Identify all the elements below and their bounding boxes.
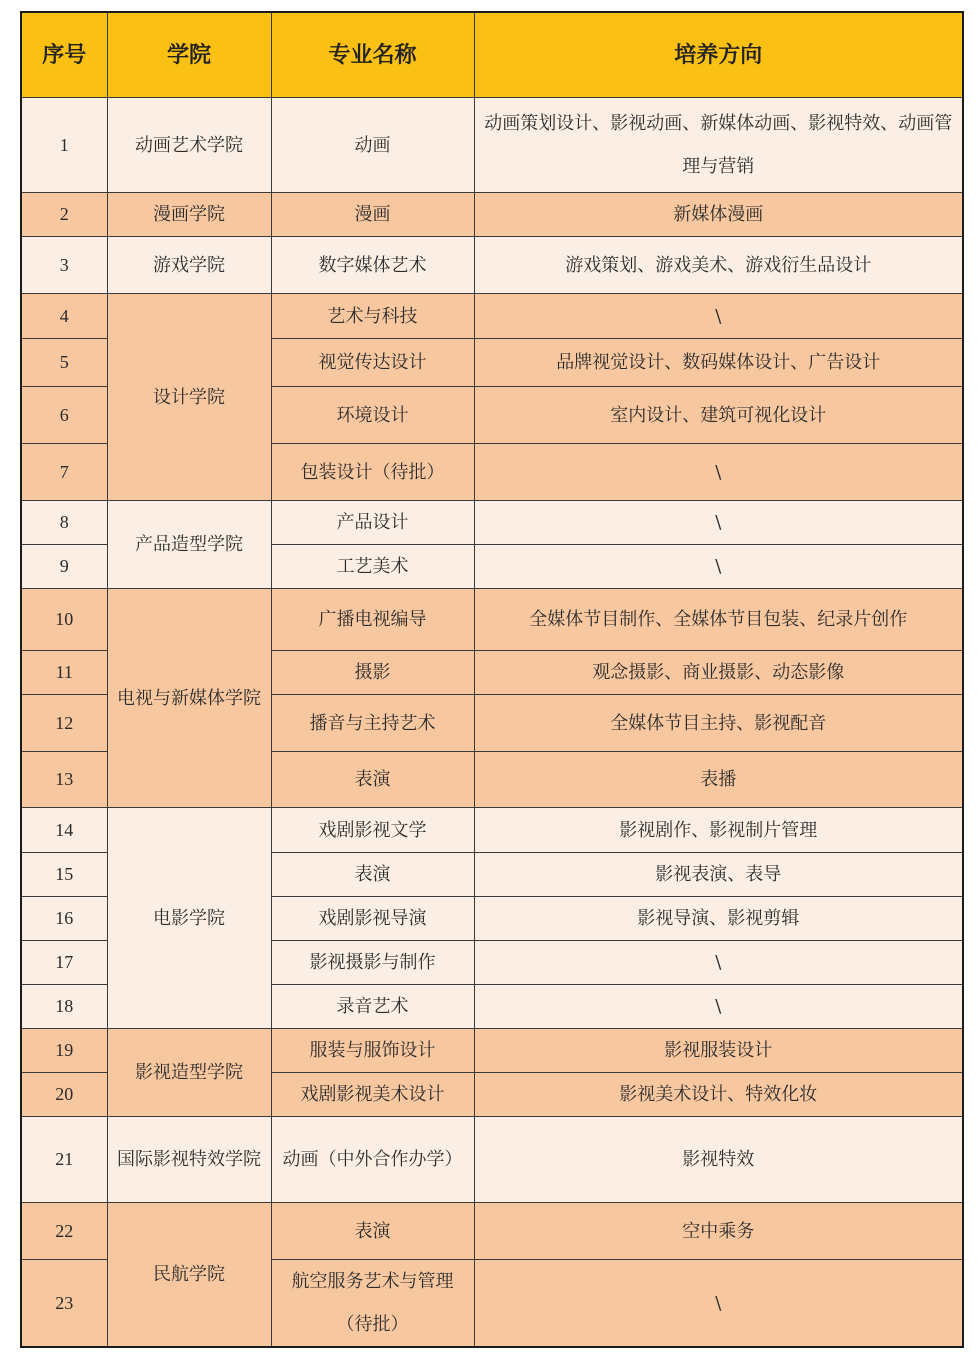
majors-table bbox=[20, 11, 964, 1348]
direction: 品牌视觉设计、数码媒体设计、广告设计 bbox=[474, 339, 963, 387]
major-name: 表演 bbox=[271, 853, 474, 897]
major-name: 数字媒体艺术 bbox=[271, 237, 474, 294]
row-number: 21 bbox=[21, 1117, 107, 1203]
college-name: 设计学院 bbox=[107, 294, 271, 501]
header-row bbox=[21, 12, 963, 98]
direction: 影视剧作、影视制片管理 bbox=[474, 808, 963, 853]
table-row bbox=[21, 1029, 963, 1073]
college-name: 漫画学院 bbox=[107, 193, 271, 237]
major-name: 播音与主持艺术 bbox=[271, 695, 474, 752]
direction: \ bbox=[474, 501, 963, 545]
major-name: 服装与服饰设计 bbox=[271, 1029, 474, 1073]
row-number: 5 bbox=[21, 339, 107, 387]
row-number: 18 bbox=[21, 985, 107, 1029]
major-name: 动画 bbox=[271, 98, 474, 193]
row-number: 7 bbox=[21, 444, 107, 501]
table-row bbox=[21, 589, 963, 651]
direction: \ bbox=[474, 545, 963, 589]
row-number: 16 bbox=[21, 897, 107, 941]
major-name: 影视摄影与制作 bbox=[271, 941, 474, 985]
row-number: 15 bbox=[21, 853, 107, 897]
college-name: 动画艺术学院 bbox=[107, 98, 271, 193]
row-number: 22 bbox=[21, 1203, 107, 1260]
row-number: 1 bbox=[21, 98, 107, 193]
row-number: 10 bbox=[21, 589, 107, 651]
major-name: 航空服务艺术与管理（待批） bbox=[271, 1260, 474, 1348]
row-number: 11 bbox=[21, 651, 107, 695]
major-name: 漫画 bbox=[271, 193, 474, 237]
direction: \ bbox=[474, 444, 963, 501]
header-major: 专业名称 bbox=[271, 12, 474, 98]
college-name: 游戏学院 bbox=[107, 237, 271, 294]
row-number: 3 bbox=[21, 237, 107, 294]
row-number: 19 bbox=[21, 1029, 107, 1073]
header-direction: 培养方向 bbox=[474, 12, 963, 98]
table-row bbox=[21, 1203, 963, 1260]
direction: 表播 bbox=[474, 752, 963, 808]
row-number: 9 bbox=[21, 545, 107, 589]
direction: 观念摄影、商业摄影、动态影像 bbox=[474, 651, 963, 695]
direction: 影视导演、影视剪辑 bbox=[474, 897, 963, 941]
direction: 动画策划设计、影视动画、新媒体动画、影视特效、动画管理与营销 bbox=[474, 98, 963, 193]
table-row bbox=[21, 1117, 963, 1203]
direction: 空中乘务 bbox=[474, 1203, 963, 1260]
direction: 全媒体节目制作、全媒体节目包装、纪录片创作 bbox=[474, 589, 963, 651]
major-name: 动画（中外合作办学） bbox=[271, 1117, 474, 1203]
major-name: 环境设计 bbox=[271, 387, 474, 444]
row-number: 17 bbox=[21, 941, 107, 985]
direction: 游戏策划、游戏美术、游戏衍生品设计 bbox=[474, 237, 963, 294]
college-name: 国际影视特效学院 bbox=[107, 1117, 271, 1203]
header-college: 学院 bbox=[107, 12, 271, 98]
major-name: 广播电视编导 bbox=[271, 589, 474, 651]
major-name: 录音艺术 bbox=[271, 985, 474, 1029]
row-number: 4 bbox=[21, 294, 107, 339]
college-name: 民航学院 bbox=[107, 1203, 271, 1348]
row-number: 20 bbox=[21, 1073, 107, 1117]
direction: \ bbox=[474, 985, 963, 1029]
table-row bbox=[21, 501, 963, 545]
row-number: 12 bbox=[21, 695, 107, 752]
direction: 影视美术设计、特效化妆 bbox=[474, 1073, 963, 1117]
table-row bbox=[21, 237, 963, 294]
direction: \ bbox=[474, 294, 963, 339]
major-name: 包装设计（待批） bbox=[271, 444, 474, 501]
row-number: 13 bbox=[21, 752, 107, 808]
row-number: 6 bbox=[21, 387, 107, 444]
college-name: 产品造型学院 bbox=[107, 501, 271, 589]
table-row bbox=[21, 193, 963, 237]
major-name: 戏剧影视美术设计 bbox=[271, 1073, 474, 1117]
major-name: 表演 bbox=[271, 752, 474, 808]
major-name: 产品设计 bbox=[271, 501, 474, 545]
major-name: 戏剧影视导演 bbox=[271, 897, 474, 941]
college-name: 影视造型学院 bbox=[107, 1029, 271, 1117]
direction: 全媒体节目主持、影视配音 bbox=[474, 695, 963, 752]
row-number: 14 bbox=[21, 808, 107, 853]
direction: 室内设计、建筑可视化设计 bbox=[474, 387, 963, 444]
direction: 影视服装设计 bbox=[474, 1029, 963, 1073]
direction: 影视表演、表导 bbox=[474, 853, 963, 897]
major-name: 摄影 bbox=[271, 651, 474, 695]
table-row bbox=[21, 294, 963, 339]
direction: \ bbox=[474, 941, 963, 985]
major-name: 工艺美术 bbox=[271, 545, 474, 589]
row-number: 23 bbox=[21, 1260, 107, 1348]
header-seq: 序号 bbox=[21, 12, 107, 98]
major-name: 艺术与科技 bbox=[271, 294, 474, 339]
row-number: 2 bbox=[21, 193, 107, 237]
college-name: 电影学院 bbox=[107, 808, 271, 1029]
table-row bbox=[21, 808, 963, 853]
major-name: 戏剧影视文学 bbox=[271, 808, 474, 853]
row-number: 8 bbox=[21, 501, 107, 545]
table-row bbox=[21, 98, 963, 193]
major-name: 表演 bbox=[271, 1203, 474, 1260]
direction: 新媒体漫画 bbox=[474, 193, 963, 237]
major-name: 视觉传达设计 bbox=[271, 339, 474, 387]
college-name: 电视与新媒体学院 bbox=[107, 589, 271, 808]
direction: 影视特效 bbox=[474, 1117, 963, 1203]
direction: \ bbox=[474, 1260, 963, 1348]
